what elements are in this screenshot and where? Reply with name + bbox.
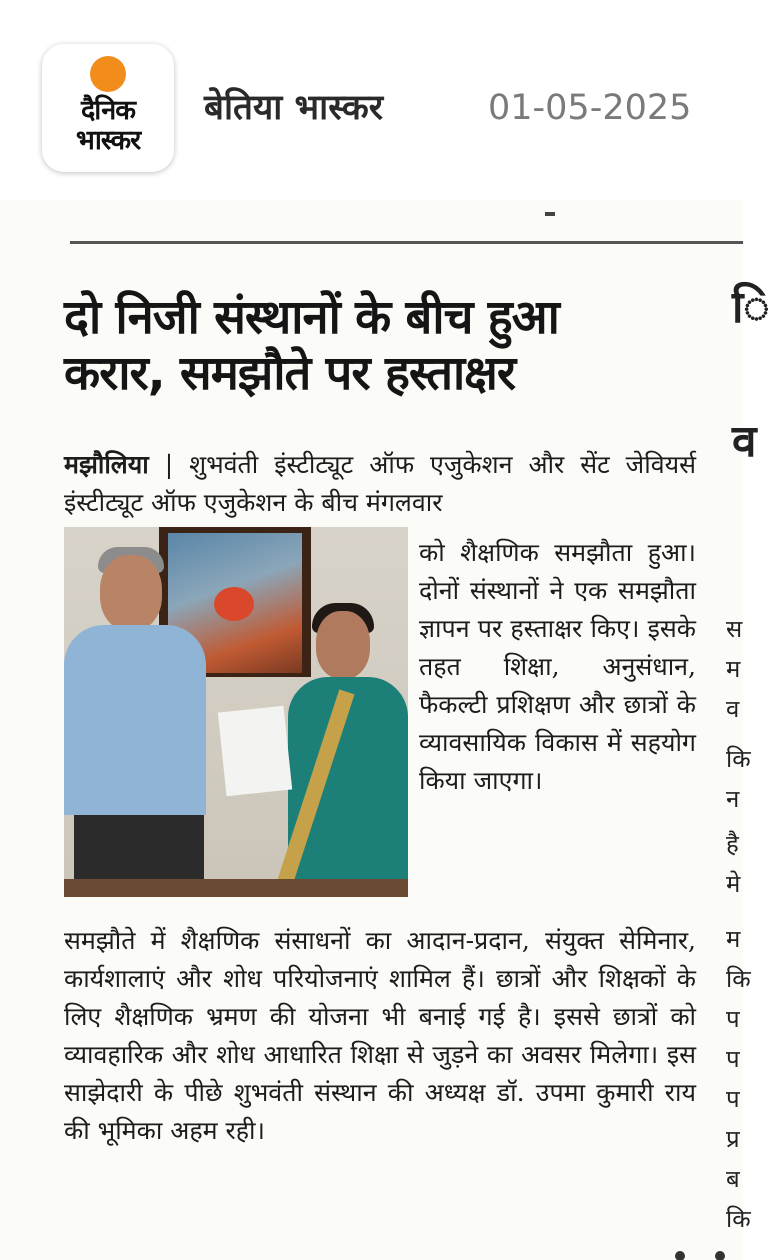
dateline: मझौलिया	[64, 450, 149, 479]
adjacent-text-glyph: ब	[726, 1165, 740, 1193]
column-mark	[545, 212, 555, 216]
logo-word-2: भास्कर	[75, 125, 141, 156]
adjacent-headline-glyph: व	[732, 416, 757, 467]
mou-document	[218, 706, 292, 796]
app-header	[0, 0, 743, 200]
edge-dot	[715, 1251, 725, 1260]
sun-icon	[90, 56, 126, 92]
man-figure-head	[100, 555, 162, 631]
dateline-separator: |	[148, 450, 190, 479]
article-photo	[64, 527, 408, 897]
adjacent-text-glyph: है	[726, 830, 739, 858]
logo-word-1: दैनिक	[80, 95, 136, 126]
edge-dot	[675, 1251, 685, 1260]
adjacent-text-glyph: प्र	[726, 1125, 740, 1153]
headline-line-1: दो निजी संस्थानों के बीच हुआ	[64, 290, 559, 345]
section-rule	[70, 241, 743, 244]
lead-text: शुभवंती इंस्टीट्यूट ऑफ एजुकेशन और सेंट जेवियर्स इंस्टीट्यूट ऑफ एजुकेशन के बीच मंगलवार	[64, 450, 696, 517]
adjacent-text-glyph: प	[726, 1005, 740, 1033]
bottom-edge-marks	[640, 1244, 743, 1260]
desk-edge	[64, 879, 408, 897]
adjacent-text-glyph: स	[726, 615, 743, 643]
adjacent-text-glyph: कि	[726, 1205, 751, 1233]
article-body-text: समझौते में शैक्षणिक संसाधनों का आदान-प्रदान, संयुक्त सेमिनार, कार्यशालाएं और शोध परियोजनाएं शामिल हैं। छात्रों और शिक्षकों के लिए शैक्षणिक भ्रमण की योजना भी बनाई गई है। इससे छात्रों को व्यावहारिक और शोध आधारित शिक्षा से जुड़ने का अवसर मिलेगा। इस साझेदारी के पीछे शुभवंती संस्थान की अध्यक्ष डॉ. उपमा कुमारी राय की भूमिका अहम रही।	[64, 926, 696, 1145]
adjacent-column-fragment	[718, 280, 770, 1260]
adjacent-text-glyph: व	[726, 695, 740, 723]
article-headline	[64, 290, 704, 402]
adjacent-text-glyph: कि	[726, 965, 751, 993]
article-lead	[64, 446, 696, 522]
headline-line-2: करार, समझौते पर हस्ताक्षर	[64, 346, 516, 401]
adjacent-text-glyph: म	[726, 925, 741, 953]
adjacent-headline-glyph: ि	[732, 282, 770, 333]
man-figure-shirt	[64, 625, 206, 815]
edition-title: बेतिया भास्कर	[204, 88, 384, 128]
edition-date: 01-05-2025	[488, 88, 692, 128]
adjacent-text-glyph: प	[726, 1045, 740, 1073]
dainik-bhaskar-logo[interactable]	[42, 44, 174, 172]
adjacent-text-glyph: मे	[726, 870, 741, 898]
adjacent-text-glyph: न	[726, 785, 740, 813]
adjacent-text-glyph: म	[726, 655, 741, 683]
sacred-heart-icon	[214, 587, 254, 621]
adjacent-text-glyph: प	[726, 1085, 740, 1113]
adjacent-text-glyph: कि	[726, 745, 751, 773]
woman-figure-head	[316, 611, 370, 679]
article-wrap-text: को शैक्षणिक समझौता हुआ। दोनों संस्थानों ने एक समझौता ज्ञापन पर हस्ताक्षर किए। इसके तहत शिक्षा, अनुसंधान, फैकल्टी प्रशिक्षण और छात्रों के व्यावसायिक विकास में सहयोग किया जाएगा।	[419, 538, 696, 795]
